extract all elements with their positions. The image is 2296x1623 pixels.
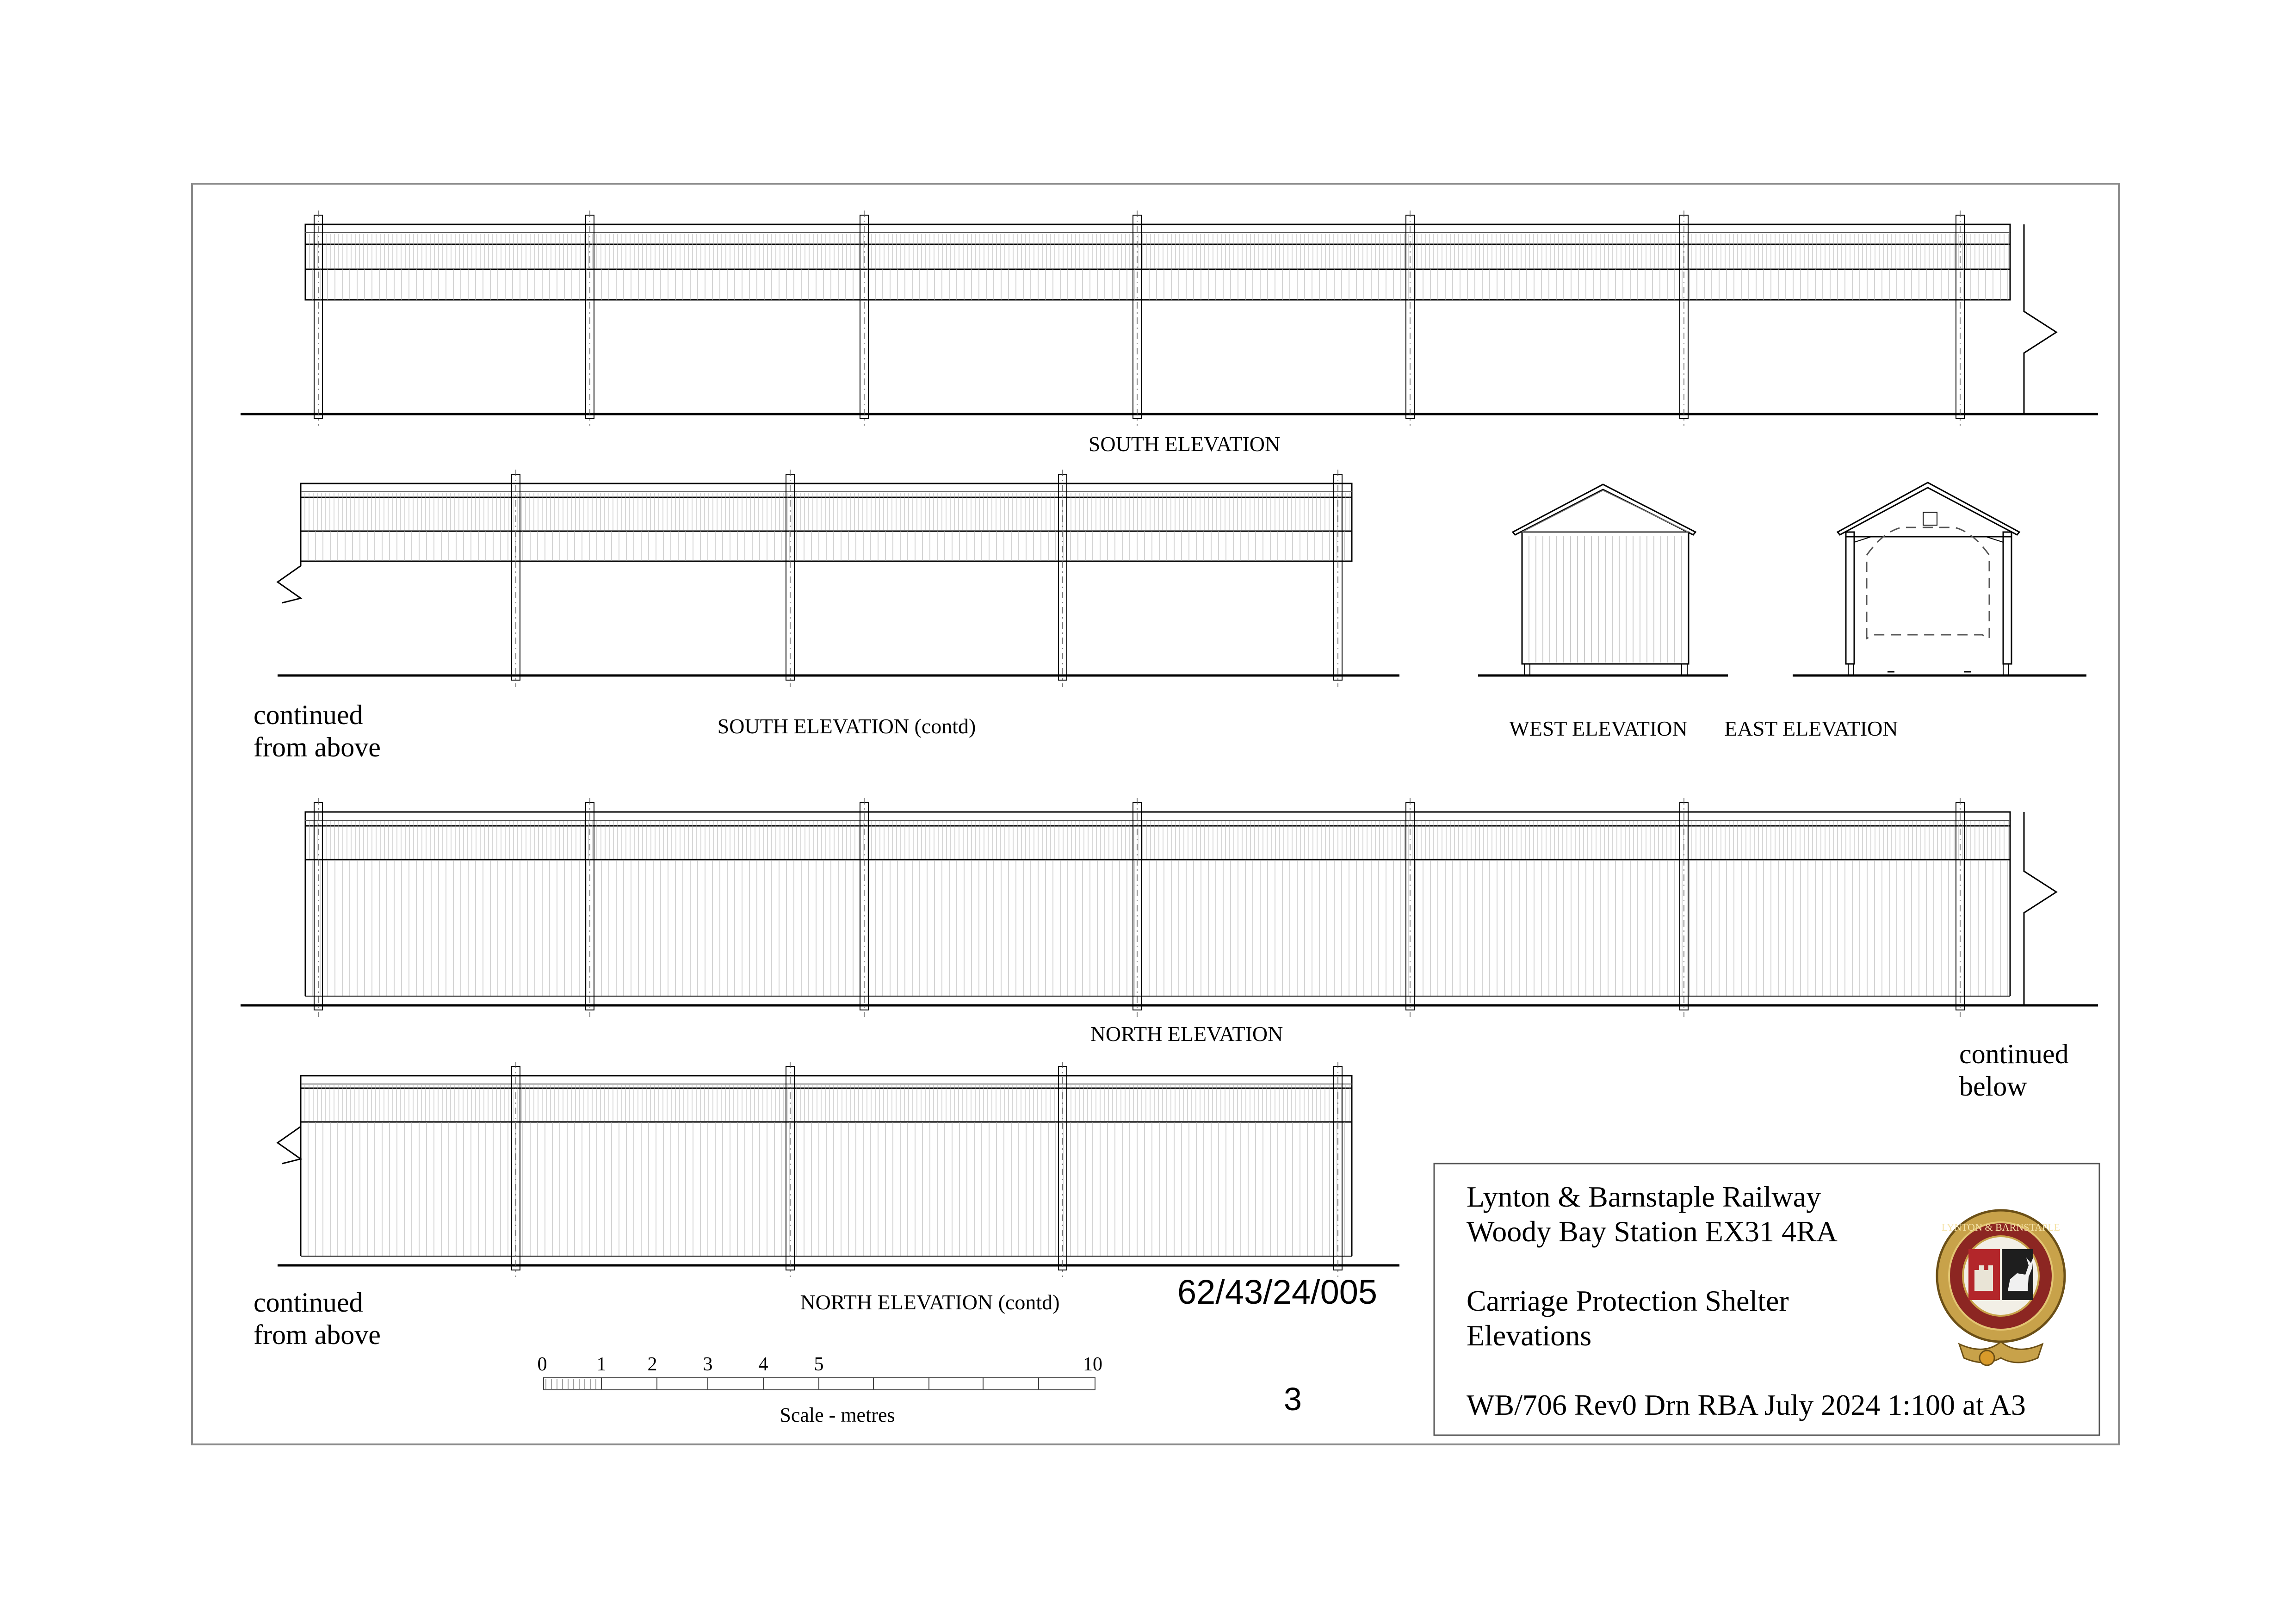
title-line-organisation: Lynton & Barnstaple Railway [1467, 1180, 1821, 1213]
title-line-project: Carriage Protection Shelter [1467, 1284, 1789, 1317]
south-elevation-label: SOUTH ELEVATION [1088, 432, 1281, 456]
west-gable-roof [1513, 484, 1696, 535]
scale-tick-label: 0 [537, 1354, 547, 1375]
south-elevation-drawing [241, 211, 2098, 426]
continued-from-above-note-north [254, 1287, 381, 1350]
continued-below-note [1959, 1039, 2076, 1102]
east-bracket-left [1854, 537, 1871, 542]
east-post-right [2003, 532, 2011, 664]
break-line [2024, 812, 2056, 1005]
scale-bar-divisions [546, 1378, 1039, 1390]
east-elevation-label: EAST ELEVATION [1724, 717, 1898, 740]
crest-motto-text: LYNTON & BARNSTAPLE [1942, 1221, 2060, 1233]
west-gable-infill [1522, 490, 1689, 532]
west-wall-boarding [1529, 536, 1682, 663]
west-foot-left [1524, 664, 1530, 675]
break-line [2024, 224, 2056, 414]
east-vent [1923, 512, 1937, 525]
scale-tick-label: 10 [1083, 1354, 1102, 1375]
west-foot-right [1682, 664, 1687, 675]
drawing-frame [192, 184, 2119, 1444]
fascia-band [301, 1076, 1352, 1122]
crest-tassel [1980, 1350, 1994, 1365]
title-line-reference: WB/706 Rev0 Drn RBA July 2024 1:100 at A3 [1467, 1388, 2026, 1421]
break-line [278, 1122, 301, 1164]
title-line-drawing-title: Elevations [1467, 1319, 1592, 1352]
sheet-number: 3 [1284, 1381, 1302, 1417]
scale-tick-label: 1 [596, 1354, 606, 1375]
north-elevation [241, 798, 2098, 1102]
crest-scroll [1959, 1342, 2042, 1363]
continued-from-above-note-south [254, 700, 381, 762]
scale-caption: Scale - metres [780, 1404, 895, 1426]
scale-tick-label: 5 [814, 1354, 824, 1375]
south-elevation [241, 211, 2098, 456]
east-foot-left [1848, 664, 1854, 675]
west-elevation [1478, 484, 1728, 740]
south-elevation-contd [254, 470, 1399, 762]
note-line: from above [254, 732, 381, 762]
note-line: from above [254, 1319, 381, 1350]
note-line: below [1959, 1071, 2027, 1102]
title-block [1434, 1164, 2099, 1435]
east-bracket-right [1986, 537, 2003, 542]
loading-gauge-outline [1867, 527, 1989, 638]
south-elevation-contd-label: SOUTH ELEVATION (contd) [717, 714, 976, 738]
north-elevation-drawing [241, 798, 2098, 1017]
east-foot-right [2003, 664, 2009, 675]
scale-tick-label: 4 [758, 1354, 768, 1375]
scale-tick-label: 3 [703, 1354, 713, 1375]
note-line: continued [254, 1287, 363, 1318]
north-elevation-contd-label: NORTH ELEVATION (contd) [800, 1290, 1060, 1314]
scale-tick-label: 2 [647, 1354, 657, 1375]
railway-crest-logo [1937, 1210, 2065, 1365]
drawing-number: 62/43/24/005 [1177, 1273, 1378, 1311]
scale-bar [538, 1354, 1103, 1426]
fascia-band [301, 483, 1352, 531]
north-elevation-contd-drawing [278, 1062, 1399, 1277]
boarding-band [305, 269, 2010, 300]
east-elevation [1724, 483, 2086, 740]
note-line: continued [1959, 1039, 2069, 1069]
south-elevation-contd-drawing [278, 470, 1399, 687]
title-line-location: Woody Bay Station EX31 4RA [1467, 1215, 1838, 1248]
break-line [278, 561, 301, 603]
west-elevation-label: WEST ELEVATION [1509, 717, 1688, 740]
east-post-left [1846, 532, 1854, 664]
north-elevation-label: NORTH ELEVATION [1090, 1022, 1283, 1046]
note-line: continued [254, 700, 363, 730]
